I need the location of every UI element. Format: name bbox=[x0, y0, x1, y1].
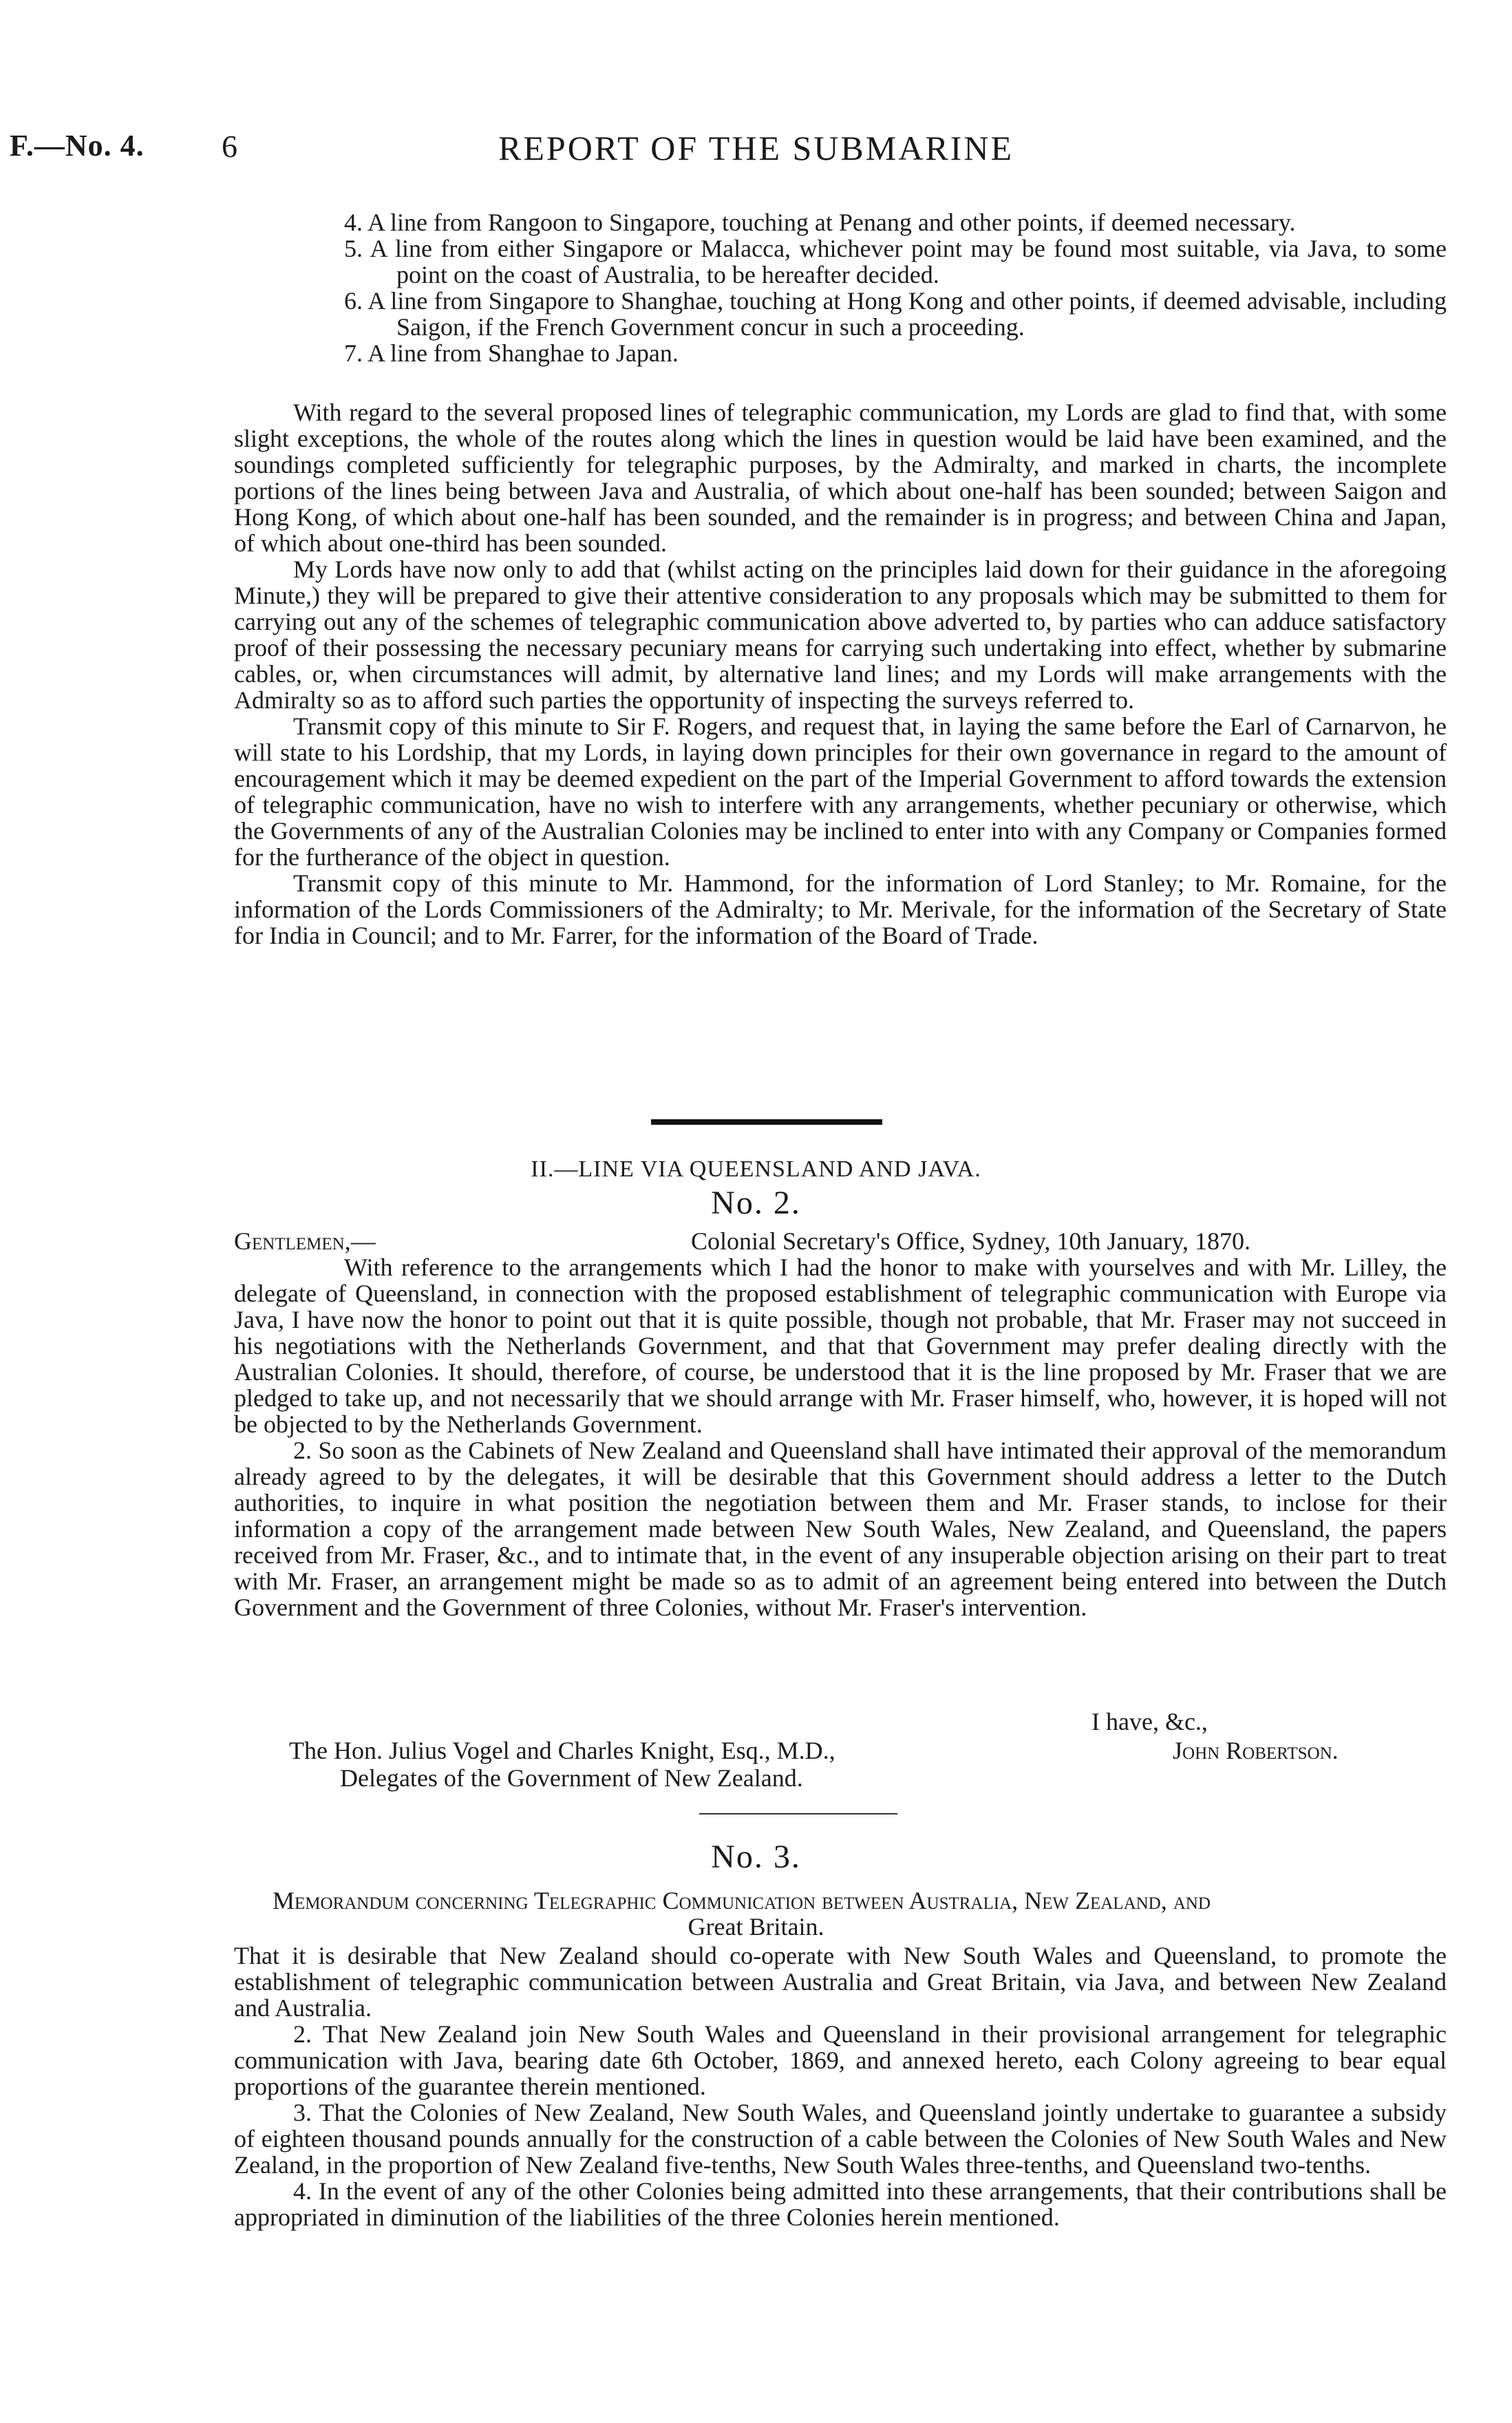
document-number: No. 3. bbox=[711, 1839, 801, 1875]
paragraph: That it is desirable that New Zealand should co-operate with New South Wales and Queensland, to promote the establishment of telegraphic communication between Australia and Great Britain, via Java, and between New Zealand and Australia. bbox=[234, 1942, 1447, 2022]
paragraph: With regard to the several proposed lines of telegraphic communication, my Lords are glad to find that, with some slight exceptions, the whole of the routes along which the lines in question would be laid have been examined, and the soundings completed sufficiently for telegraphic purposes, by the Admiralty, and marked in charts, the incomplete portions of the lines being between Java and Australia, of which about one-half has been sounded; between Saigon and Hong Kong, of which about one-half has been sounded, and the remainder is in progress; and between China and Japan, of which about one-third has been sounded. bbox=[234, 399, 1447, 557]
divider bbox=[699, 1813, 897, 1814]
document-number: No. 2. bbox=[711, 1185, 801, 1221]
header-reference: F.—No. 4. bbox=[10, 129, 145, 162]
addressee-title: Delegates of the Government of New Zealand. bbox=[340, 1764, 803, 1792]
paragraph: With reference to the arrangements which I had the honor to make with yourselves and with Mr. Lilley, the delegate of Queensland, in connection with the proposed establishment of telegraphic communication with Europe via Java, I have now the honor to point out that it is quite possible, though not probable, that Mr. Fraser may not succeed in his negotiations with the Netherlands Government, and that that Government may prefer dealing directly with the Australian Colonies. It should, therefore, of course, be understood that it is the line proposed by Mr. Fraser that we are pledged to take up, and not necessarily that we should arrange with Mr. Fraser himself, who, however, it is hoped will not be objected to by the Netherlands Government. bbox=[234, 1253, 1447, 1438]
list-item: 4. A line from Rangoon to Singapore, touching at Penang and other points, if deemed necessary. bbox=[344, 209, 1296, 236]
page-title: REPORT OF THE SUBMARINE bbox=[498, 129, 1014, 167]
paragraph: Transmit copy of this minute to Mr. Hammond, for the information of Lord Stanley; to Mr. Romaine, for the information of the Lords Commissioners of the Admiralty; to Mr. Merivale, for the information of the Secretary of State for India in Council; and to Mr. Farrer, for the information of the Board of Trade. bbox=[234, 869, 1447, 949]
closing: I have, &c., bbox=[1092, 1708, 1208, 1735]
paragraph: 2. So soon as the Cabinets of New Zealand and Queensland shall have intimated their approval of the memorandum already agreed to by the delegates, it will be desirable that this Government should address a letter to the Dutch authorities, to inquire in what position the negotiation between them and Mr. Fraser stands, to inclose for their information a copy of the arrangement made between New South Wales, New Zealand, and Queensland, the papers received from Mr. Fraser, &c., and to intimate that, in the event of any insuperable objection arising on their part to treat with Mr. Fraser, an arrangement might be made so as to admit of an agreement being entered into between the Dutch Government and the Government of three Colonies, without Mr. Fraser's intervention. bbox=[234, 1437, 1447, 1621]
minute-text bbox=[234, 399, 1447, 949]
section-divider bbox=[651, 1119, 882, 1125]
memorandum-body bbox=[234, 1943, 1447, 2230]
paragraph: 3. That the Colonies of New Zealand, New South Wales, and Queensland jointly undertake to guarantee a subsidy of eighteen thousand pounds annually for the construction of a cable between the Colonies of New South Wales and New Zealand, in the proportion of New Zealand five-tenths, New South Wales three-tenths, and Queensland two-tenths. bbox=[234, 2099, 1447, 2179]
page-number: 6 bbox=[222, 129, 237, 164]
list-item: 5. A line from either Singapore or Malacca, whichever point may be found most suitable, via Java, to some point on the coast of Australia, to be hereafter decided. bbox=[344, 235, 1447, 288]
memorandum-title-cont: Great Britain. bbox=[688, 1913, 824, 1940]
paragraph: 4. In the event of any of the other Colonies being admitted into these arrangements, that their contributions shall be appropriated in diminution of the liabilities of the three Colonies herein mentioned. bbox=[234, 2177, 1447, 2231]
letter-body bbox=[234, 1254, 1447, 1620]
memorandum-title: Memorandum concerning Telegraphic Communication between Australia, New Zealand, and bbox=[273, 1887, 1211, 1914]
paragraph: My Lords have now only to add that (whilst acting on the principles laid down for their guidance in the aforegoing Minute,) they will be prepared to give their attentive consideration to any proposals which may be submitted to them for carrying out any of the schemes of telegraphic communication above adverted to, by parties who can adduce satisfactory proof of their possessing the necessary pecuniary means for carrying such undertaking into effect, whether by submarine cables, or, when circumstances will admit, by alternative land lines; and my Lords will make arrangements with the Admiralty so as to afford such parties the opportunity of inspecting the surveys referred to. bbox=[234, 556, 1447, 714]
paragraph: Transmit copy of this minute to Sir F. Rogers, and request that, in laying the same before the Earl of Carnarvon, he will state to his Lordship, that my Lords, in laying down principles for their own governance in regard to the amount of encouragement which it may be deemed expedient on the part of the Imperial Government to afford towards the extension of telegraphic communication, have no wish to interfere with any arrangements, whether pecuniary or otherwise, which the Governments of any of the Australian Colonies may be inclined to enter into with any Company or Companies formed for the furtherance of the object in question. bbox=[234, 712, 1447, 871]
paragraph: 2. That New Zealand join New South Wales and Queensland in their provisional arrangement for telegraphic communication with Java, bearing date 6th October, 1869, and annexed hereto, each Colony agreeing to bear equal proportions of the guarantee therein mentioned. bbox=[234, 2020, 1447, 2100]
list-item: 7. A line from Shanghae to Japan. bbox=[344, 339, 679, 367]
list-item: 6. A line from Singapore to Shanghae, touching at Hong Kong and other points, if deemed advisable, including Saigon, if the French Government concur in such a proceeding. bbox=[344, 287, 1447, 341]
section-heading: II.—LINE VIA QUEENSLAND AND JAVA. bbox=[531, 1156, 981, 1182]
addressee: The Hon. Julius Vogel and Charles Knight, Esq., M.D., bbox=[289, 1737, 835, 1764]
dateline: Colonial Secretary's Office, Sydney, 10th January, 1870. bbox=[691, 1227, 1250, 1255]
proposed-lines-list bbox=[234, 209, 1447, 366]
signature: John Robertson. bbox=[1173, 1737, 1339, 1764]
salutation: Gentlemen,— bbox=[234, 1227, 376, 1255]
